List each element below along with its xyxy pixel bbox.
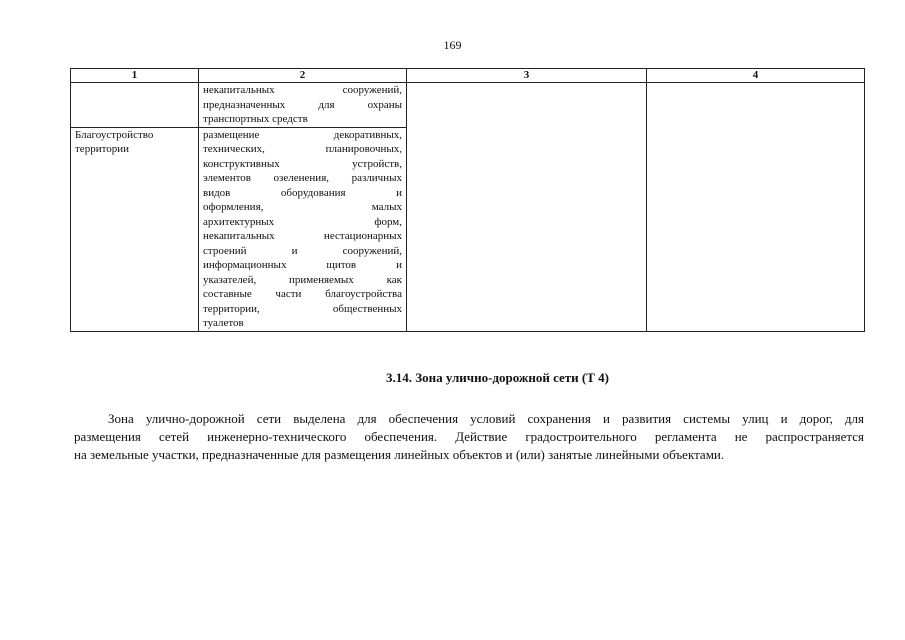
description-line: размещение декоративных, — [203, 128, 402, 141]
paragraph-line: размещения сетей инженерно-технического обеспечения. Действие градостроительного регламента не распространяется — [74, 429, 864, 444]
section-paragraph — [74, 410, 864, 464]
description-line: транспортных средств — [203, 113, 308, 125]
description-line: предназначенных для охраны — [203, 98, 402, 111]
description-line: некапитальных сооружений, — [203, 84, 402, 96]
column-header-3: 3 — [407, 69, 647, 83]
description-line: элементов озеленения, различных — [203, 172, 402, 184]
row2-use-name — [71, 127, 199, 331]
description-line: территории, общественных — [203, 302, 402, 315]
use-name-line: Благоустройство — [75, 128, 154, 141]
column-header-1: 1 — [71, 69, 199, 83]
description-line: технических, планировочных, — [203, 143, 402, 155]
section-heading: 3.14. Зона улично-дорожной сети (Т 4) — [385, 370, 609, 385]
row1-col4 — [647, 83, 865, 332]
paragraph-line: Зона улично-дорожной сети выделена для обеспечения условий сохранения и развития системы улиц и дорог, для — [108, 411, 864, 426]
description-line: строений и сооружений, — [203, 244, 402, 257]
use-name-line: территории — [75, 143, 130, 155]
description-line: архитектурных форм, — [203, 215, 402, 228]
row2-description — [199, 127, 407, 331]
row1-description — [199, 83, 407, 128]
description-line: составные части благоустройства — [203, 288, 402, 300]
description-line: конструктивных устройств, — [203, 157, 402, 170]
description-line: указателей, применяемых как — [203, 273, 402, 286]
paragraph-line: на земельные участки, предназначенные для размещения линейных объектов и (или) занятые линейными объектами. — [74, 447, 725, 462]
column-header-2: 2 — [199, 69, 407, 83]
row1-col3 — [407, 83, 647, 332]
description-line: видов оборудования и — [203, 186, 402, 199]
column-header-4: 4 — [647, 69, 865, 83]
description-line: информационных щитов и — [203, 259, 402, 271]
description-line: оформления, малых — [203, 201, 402, 213]
row1-use-name — [71, 83, 199, 128]
table-row — [71, 83, 865, 128]
regulation-table — [70, 68, 865, 332]
description-line: туалетов — [203, 317, 244, 329]
table-header-row — [71, 69, 865, 83]
page-number: 169 — [443, 38, 462, 52]
description-line: некапитальных нестационарных — [203, 230, 402, 242]
